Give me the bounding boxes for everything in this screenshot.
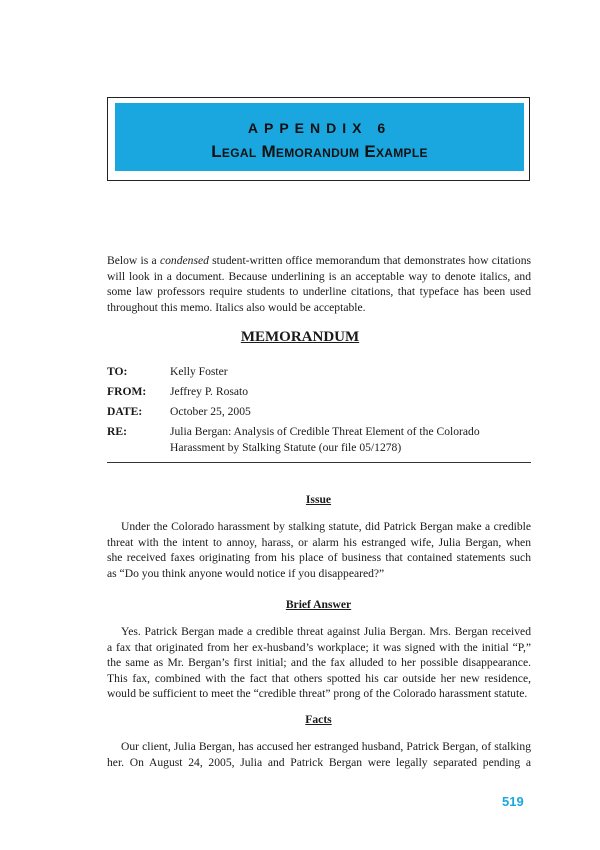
date-value: October 25, 2005: [170, 405, 251, 418]
brief-answer-heading: Brief Answer: [285, 598, 352, 611]
brief-answer-line: would be sufficient to meet the “credible threat” prong of the Colorado harassment statute.: [107, 687, 528, 700]
re-label: RE:: [107, 425, 127, 438]
intro-italic-word: condensed: [159, 254, 209, 267]
facts-line: Our client, Julia Bergan, has accused her estranged husband, Patrick Bergan, of stalking: [121, 740, 531, 753]
facts-heading: Facts: [305, 713, 332, 726]
brief-answer-line: the same as Mr. Bergan’s first initial; and the fax alluded to her possible disappearance.: [107, 656, 531, 669]
date-label: DATE:: [107, 405, 143, 418]
facts-paragraph: [107, 739, 531, 770]
issue-line: as “Do you think anyone would notice if you disappeared?”: [107, 566, 385, 580]
to-label: TO:: [107, 365, 128, 378]
from-value: Jeffrey P. Rosato: [170, 385, 249, 398]
appendix-banner: [115, 103, 524, 171]
intro-paragraph: [107, 253, 531, 315]
intro-text-start: Below is a: [107, 254, 160, 267]
appendix-title: Legal Memorandum Example: [211, 142, 428, 161]
from-label: FROM:: [107, 385, 147, 398]
issue-paragraph: [107, 519, 531, 581]
brief-answer-line: Yes. Patrick Bergan made a credible threat against Julia Bergan. Mrs. Bergan received: [121, 625, 531, 638]
brief-answer-line: This fax, combined with the fact that others spotted his car outside her new residence,: [107, 671, 531, 685]
to-value: Kelly Foster: [170, 365, 228, 378]
intro-text-end: student-written office memorandum that demonstrates how citations will look in a document. Because underlining is an acceptable way to denote italics, and some law professors require students to underline citations, that typeface has been used throughout this memo. Italics also would be acceptable.: [107, 254, 532, 314]
brief-answer-line: a fax that originated from her ex-husband’s workplace; it was signed with the initial “P,”: [107, 640, 531, 654]
re-value-line1: Julia Bergan: Analysis of Credible Threat Element of the Colorado: [170, 425, 480, 438]
issue-line: Under the Colorado harassment by stalking statute, did Patrick Bergan make a credible: [121, 520, 531, 533]
issue-heading: Issue: [305, 493, 332, 506]
appendix-number: APPENDIX 6: [247, 120, 392, 136]
issue-line: she received faxes originating from his place of business that contained statements such: [107, 551, 531, 564]
header-divider: [107, 462, 531, 463]
re-value-line2: Harassment by Stalking Statute (our file 05/1278): [170, 441, 402, 454]
brief-answer-paragraph: [107, 624, 531, 702]
page-number: 519: [502, 794, 524, 809]
issue-line: threat with the intent to annoy, harass, or alarm his estranged wife, Julia Bergan, when: [107, 535, 531, 549]
memorandum-title: MEMORANDUM: [240, 329, 360, 345]
facts-line: her. On August 24, 2005, Julia and Patrick Bergan were legally separated pending a: [107, 755, 531, 769]
